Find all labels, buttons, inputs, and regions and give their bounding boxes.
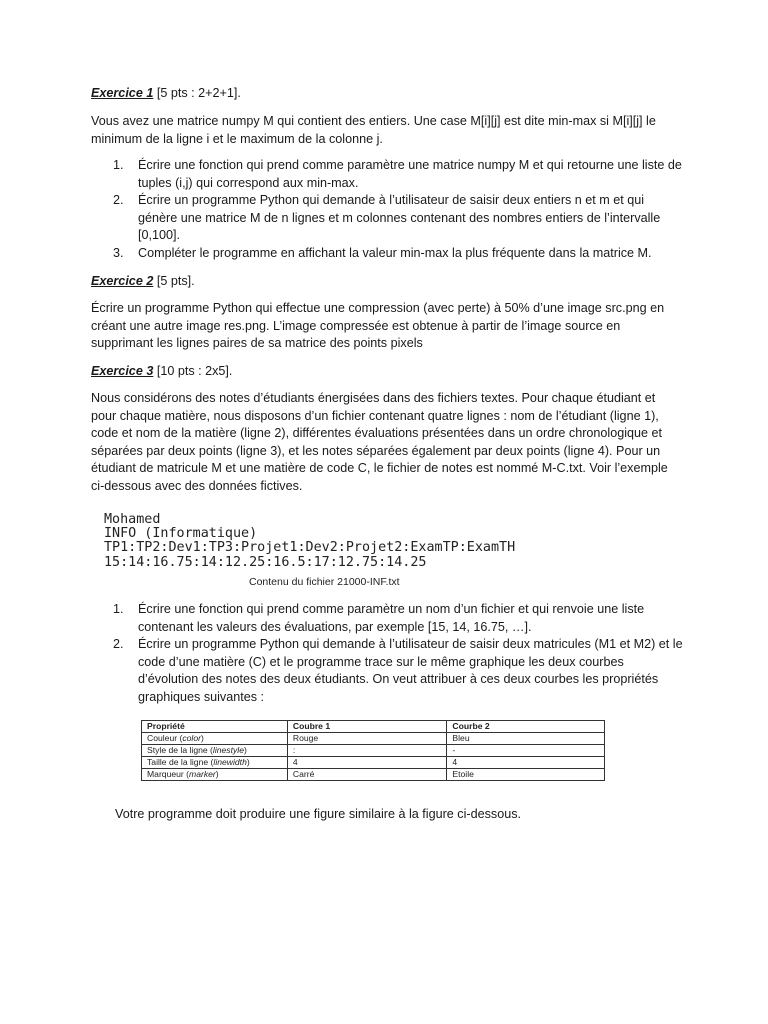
- list-item: 2. Écrire un programme Python qui demande à l’utilisateur de saisir deux entiers n et m et qui génère une matrice M de n lignes et m colonnes contenant des nombres entiers de l’intervalle [0,100].: [113, 193, 661, 242]
- exercise-3-title: Exercice 3: [91, 364, 154, 378]
- exercise-3-intro: Nous considérons des notes d’étudiants énergisées dans des fichiers textes. Pour chaque étudiant et pour chaque matière, nous disposons d’un fichier contenant quatre lignes : nom de l’étudiant (ligne 1), code et nom de la matière (ligne 2), différentes évaluations présentées dans un ordre chronologique et séparées par deux points (ligne 3), et les notes séparées également par deux points (ligne 4). Pour un étudiant de matricule M et une matière de code C, le fichier de notes est nommé M-C.txt. Voir l’exemple ci-dessous avec des données fictives.: [91, 391, 668, 493]
- table-row: Couleur (color) Rouge Bleu: [142, 733, 605, 745]
- list-item: 1. Écrire une fonction qui prend comme paramètre une matrice numpy M et qui retourne une liste de tuples (i,j) qui correspond aux min-max.: [113, 158, 682, 190]
- table-row: Style de la ligne (linestyle) : -: [142, 745, 605, 757]
- exercise-1-intro: Vous avez une matrice numpy M qui contient des entiers. Une case M[i][j] est dite min-max si M[i][j] le minimum de la ligne i et le maximum de la colonne j.: [91, 114, 656, 146]
- exercise-1-points: [5 pts : 2+2+1].: [153, 86, 241, 100]
- list-item: 3. Compléter le programme en affichant la valeur min-max la plus fréquente dans la matrice M.: [113, 245, 652, 260]
- exercise-3-list: [91, 601, 683, 706]
- exercise-2-points: [5 pts].: [153, 274, 195, 288]
- closing-sentence: Votre programme doit produire une figure similaire à la figure ci-dessous.: [115, 807, 521, 821]
- exercise-2-heading: [91, 273, 683, 291]
- file-content-sample: Mohamed INFO (Informatique) TP1:TP2:Dev1:TP3:Projet1:Dev2:Projet2:ExamTP:ExamTH 15:14:16.75:14:12.25:16.5:17:12.75:14.25: [104, 512, 516, 570]
- list-item: 2. Écrire un programme Python qui demande à l’utilisateur de saisir deux matricules (M1 et M2) et le code d’une matière (C) et le programme trace sur le même graphique les deux courbes d’évolution des notes des deux étudiants. On veut attribuer à ces deux courbes les propriétés graphiques suivantes :: [113, 637, 683, 704]
- table-row: Taille de la ligne (linewidth) 4 4: [142, 757, 605, 769]
- exercise-3-points: [10 pts : 2x5].: [153, 364, 233, 378]
- exercise-1-title: Exercice 1: [91, 86, 154, 100]
- exercise-1-list: [91, 157, 683, 262]
- table-row: Marqueur (marker) Carré Etoile: [142, 769, 605, 781]
- properties-table: [141, 720, 605, 781]
- exercise-2-title: Exercice 2: [91, 274, 154, 288]
- table-header-row: Propriété Coubre 1 Courbe 2: [142, 721, 605, 733]
- exercise-1-heading: [91, 85, 683, 103]
- exercise-2-text: Écrire un programme Python qui effectue une compression (avec perte) à 50% d’une image src.png en créant une autre image res.png. L’image compressée est obtenue à partir de l’image source en supprimant les lignes paires de sa matrice des points pixels: [91, 301, 665, 350]
- list-item: 1. Écrire une fonction qui prend comme paramètre un nom d’un fichier et qui renvoie une liste contenant les valeurs des évaluations, par exemple [15, 14, 16.75, …].: [113, 602, 645, 634]
- exercise-3-heading: [91, 363, 683, 381]
- file-caption: Contenu du fichier 21000-INF.txt: [249, 576, 400, 588]
